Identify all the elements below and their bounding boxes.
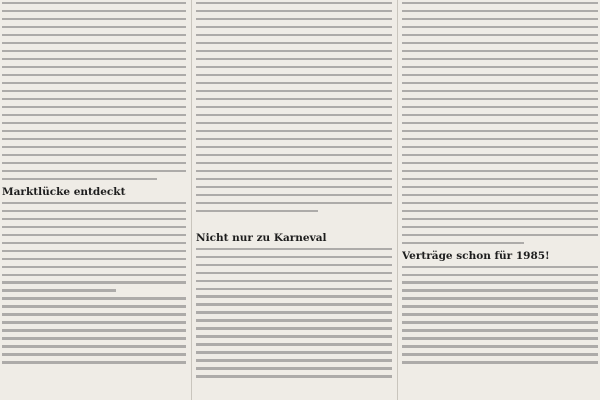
body-text-block (402, 2, 598, 244)
column-rule (397, 0, 398, 400)
article-column-2 (196, 0, 392, 400)
column-rule (191, 0, 192, 400)
article-column-1 (2, 0, 186, 400)
body-text-block (2, 2, 186, 180)
body-text-block (2, 202, 186, 364)
body-text-block (402, 266, 598, 364)
section-subhead: Nicht nur zu Karneval (196, 231, 327, 244)
article-column-3 (402, 0, 598, 400)
section-subhead: Verträge schon für 1985! (402, 249, 550, 262)
body-text-block (196, 2, 392, 212)
body-text-block (196, 248, 392, 378)
section-subhead: Marktlücke entdeckt (2, 185, 126, 198)
